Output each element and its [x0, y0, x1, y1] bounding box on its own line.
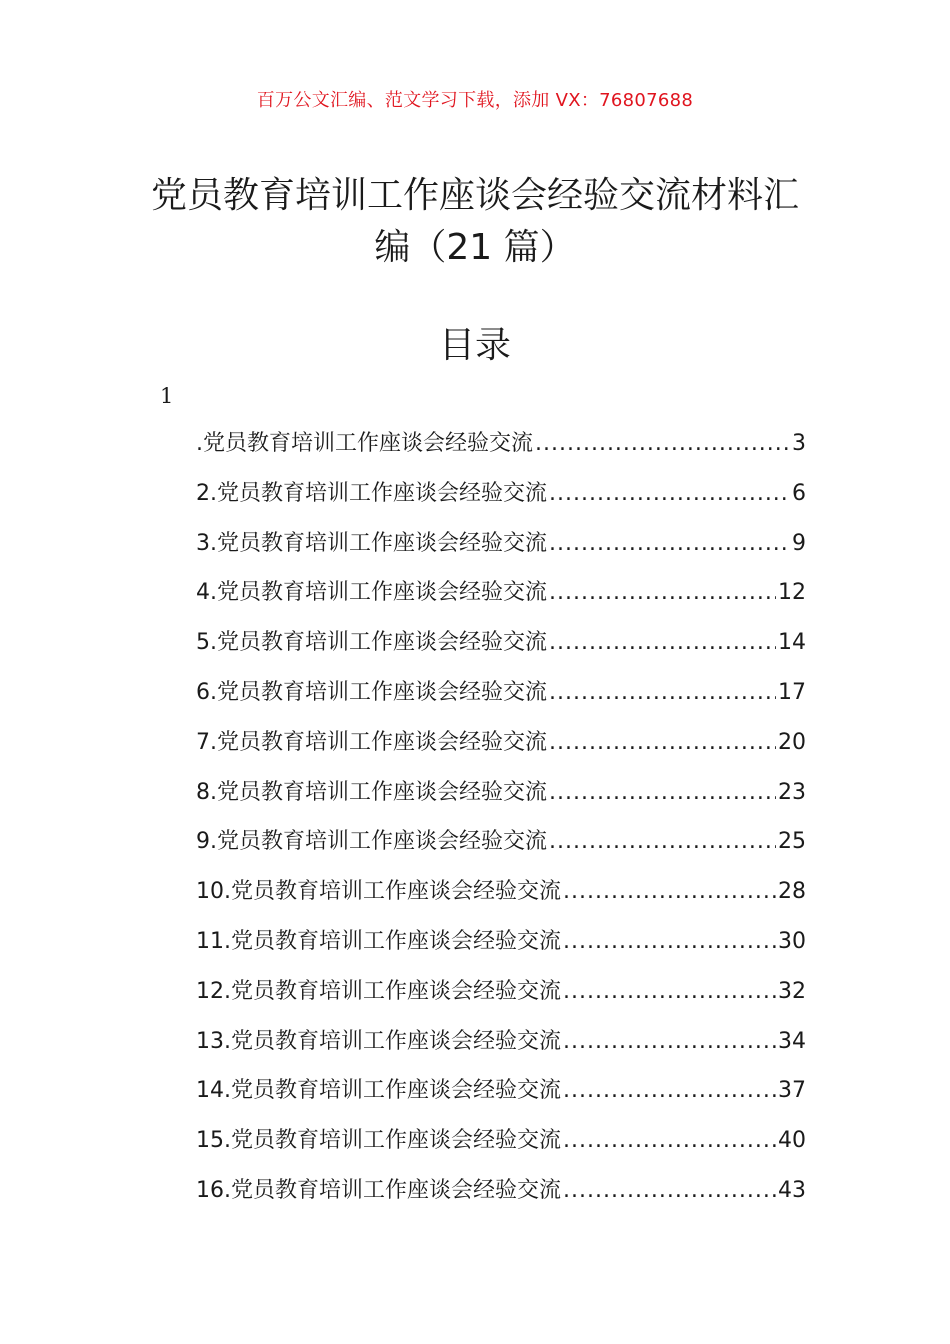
- toc-entry-page-number: 25: [778, 829, 806, 855]
- toc-entry[interactable]: [196, 872, 806, 922]
- toc-dot-leader: [549, 673, 776, 713]
- toc-entry-page-number: 20: [778, 729, 806, 755]
- toc-entry-title: 11.党员教育培训工作座谈会经验交流: [196, 928, 561, 954]
- toc-entry[interactable]: [196, 1121, 806, 1171]
- toc-entry-page-number: 9: [792, 530, 806, 556]
- toc-entry-page-number: 40: [778, 1128, 806, 1154]
- toc-dot-leader: [563, 1171, 776, 1211]
- toc-entry-title: 7.党员教育培训工作座谈会经验交流: [196, 729, 547, 755]
- toc-dot-leader: [549, 723, 776, 763]
- toc-entry-title: 16.党员教育培训工作座谈会经验交流: [196, 1177, 561, 1203]
- document-title: [140, 170, 810, 274]
- toc-entry-title: 10.党员教育培训工作座谈会经验交流: [196, 879, 561, 905]
- toc-dot-leader: [563, 1121, 776, 1161]
- toc-dot-leader: [549, 524, 790, 564]
- table-of-contents: [196, 424, 806, 1221]
- toc-dot-leader: [549, 474, 790, 514]
- toc-entry-page-number: 23: [778, 779, 806, 805]
- toc-entry-title: 3.党员教育培训工作座谈会经验交流: [196, 530, 547, 556]
- toc-dot-leader: [563, 922, 776, 962]
- toc-entry[interactable]: [196, 673, 806, 723]
- toc-entry-title: 6.党员教育培训工作座谈会经验交流: [196, 679, 547, 705]
- toc-entry[interactable]: [196, 922, 806, 972]
- toc-entry-title: 8.党员教育培训工作座谈会经验交流: [196, 779, 547, 805]
- toc-entry-title: 9.党员教育培训工作座谈会经验交流: [196, 829, 547, 855]
- toc-dot-leader: [563, 872, 776, 912]
- toc-entry[interactable]: [196, 972, 806, 1022]
- toc-dot-leader: [549, 822, 776, 862]
- toc-entry[interactable]: [196, 1071, 806, 1121]
- toc-entry-page-number: 37: [778, 1078, 806, 1104]
- toc-entry-page-number: 6: [792, 480, 806, 506]
- toc-entry-page-number: 43: [778, 1177, 806, 1203]
- toc-entry-title: 12.党员教育培训工作座谈会经验交流: [196, 978, 561, 1004]
- toc-entry-page-number: 14: [778, 630, 806, 656]
- toc-entry[interactable]: [196, 723, 806, 773]
- toc-entry-title: .党员教育培训工作座谈会经验交流: [196, 431, 533, 456]
- watermark-banner: 百万公文汇编、范文学习下载，添加 VX：76807688: [256, 90, 694, 111]
- toc-entry-title: 2.党员教育培训工作座谈会经验交流: [196, 480, 547, 506]
- toc-entry[interactable]: [196, 474, 806, 524]
- toc-entry-title: 4.党员教育培训工作座谈会经验交流: [196, 580, 547, 606]
- document-title-line-2: 编（21 篇）: [374, 227, 576, 268]
- toc-heading: 目录: [438, 325, 511, 366]
- toc-entry[interactable]: [196, 573, 806, 623]
- toc-entry-page-number: 34: [778, 1028, 806, 1054]
- toc-dot-leader: [549, 773, 776, 813]
- toc-dot-leader: [535, 424, 790, 464]
- toc-entry[interactable]: [196, 1171, 806, 1221]
- toc-dot-leader: [549, 623, 776, 663]
- toc-dot-leader: [563, 1071, 776, 1111]
- toc-entry-page-number: 12: [778, 580, 806, 606]
- toc-entry-title: 15.党员教育培训工作座谈会经验交流: [196, 1128, 561, 1154]
- toc-entry-title: 13.党员教育培训工作座谈会经验交流: [196, 1028, 561, 1054]
- toc-entry-page-number: 32: [778, 978, 806, 1004]
- toc-entry-title: 5.党员教育培训工作座谈会经验交流: [196, 630, 547, 656]
- toc-entry[interactable]: [196, 424, 806, 474]
- toc-entry[interactable]: [196, 822, 806, 872]
- toc-dot-leader: [563, 1022, 776, 1062]
- toc-dot-leader: [563, 972, 776, 1012]
- toc-dot-leader: [549, 573, 776, 613]
- toc-entry[interactable]: [196, 1022, 806, 1072]
- toc-marker: 1: [160, 384, 174, 408]
- toc-entry[interactable]: [196, 623, 806, 673]
- toc-entry-title: 14.党员教育培训工作座谈会经验交流: [196, 1078, 561, 1104]
- toc-entry-page-number: 28: [778, 879, 806, 905]
- toc-entry-page-number: 3: [792, 431, 806, 456]
- toc-entry[interactable]: [196, 524, 806, 574]
- toc-entry[interactable]: [196, 773, 806, 823]
- document-title-line-1: 党员教育培训工作座谈会经验交流材料汇: [150, 175, 799, 216]
- toc-entry-page-number: 30: [778, 928, 806, 954]
- toc-entry-page-number: 17: [778, 679, 806, 705]
